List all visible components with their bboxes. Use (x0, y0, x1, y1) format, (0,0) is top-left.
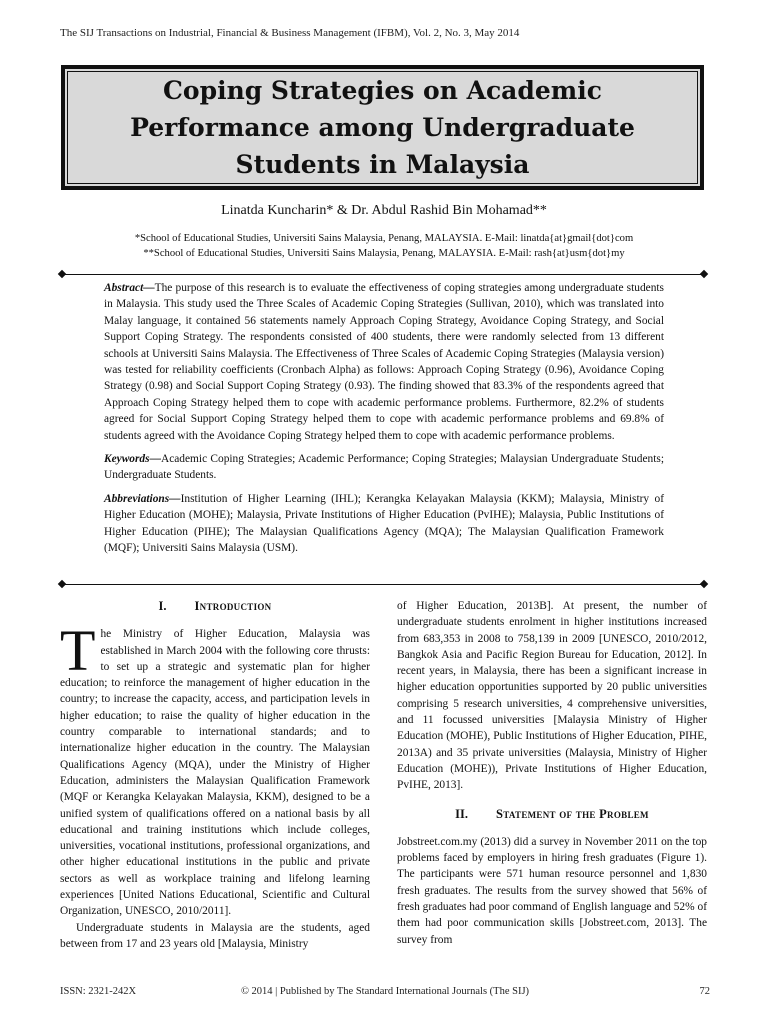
title-line-2: Performance among Undergraduate (130, 113, 635, 142)
column-right (397, 598, 707, 948)
divider-bottom (62, 584, 704, 585)
authors: Linatda Kuncharin* & Dr. Abdul Rashid Bin Mohamad** (221, 203, 547, 218)
copyright: © 2014 | Published by The Standard International Journals (The SIJ) (240, 986, 530, 997)
affiliation-2: **School of Educational Studies, Universiti Sains Malaysia, Penang, MALAYSIA. E-Mail: rash{at}usm{dot}my (143, 248, 625, 259)
section-number: I. (158, 599, 167, 613)
drop-cap: T (60, 618, 96, 684)
abbreviations (104, 491, 664, 557)
paper-title (130, 72, 635, 183)
running-head: The SIJ Transactions on Industrial, Financial & Business Management (IFBM), Vol. 2, No. 3, May 2014 (60, 27, 520, 39)
abbreviations-label: Abbreviations— (104, 492, 181, 505)
diamond-right-icon (700, 580, 708, 588)
diamond-left-icon (58, 270, 66, 278)
title-box (61, 65, 704, 190)
section-title: Introduction (194, 599, 272, 613)
abstract-text: The purpose of this research is to evaluate the effectiveness of coping strategies among undergraduate students in Malaysia. This study used the Three Scales of Academic Coping Strategies (Sullivan, 2010), which was translated into Malay language, it contained 56 statements namely Approach Coping Strategy, Avoidance Coping Strategy, and Social Support Coping Strategy. The respondents consisted of 400 students, there were randomly selected from 13 different schools at Universiti Sains Malaysia. The Effectiveness of Three Scales of Academic Coping Strategies (Malaysia version) was tested for reliability coefficients (Cronbach Alpha) as follows: Approach Coping Strategy (0.96), Avoidance Coping Strategy (0.98) and Social Support Coping Strategy (0.93). The finding showed that 83.3% of the respondents agreed that Approach Coping Strategy helped them to cope with academic performance problems. Furthermore, 82.2% of students agreed for Social Support Coping Strategy helped them to cope with academic performance problems and 69.8% of students agreed with the Avoidance Coping Strategy helped them to cope with academic performance problems. (104, 282, 664, 442)
intro-paragraph-1-text: he Ministry of Higher Education, Malaysia was established in March 2004 with the following core thrusts: to set up a strategic and systematic plan for higher education; to reinforce the management of higher education in the country; to increase the capacity, access, and participation levels in higher education; to raise the quality of higher education in the country comparable to international standards; and to internationalize higher education in the country. The Malaysian Qualifications Agency (MQA), under the Ministry of Higher Education, administers the Malaysian Qualification Framework (MQF or Kerangka Kelayakan Malaysia, KKM), designed to be a unified system of qualifications offered on a national basis by all educational and training institutions which include colleges, universities, vocational institutions, professional organizations, and other higher educational institutions in the public and private sectors as well as workplace training and lifelong learning experiences [United Nations Educational, Scientific and Cultural Organization, UNESCO, 2010/2011]. (60, 628, 370, 918)
keywords-text: Academic Coping Strategies; Academic Performance; Coping Strategies; Malaysian Undergraduate Students; Undergraduate Students. (104, 453, 664, 482)
divider-top (62, 274, 704, 275)
intro-paragraph-1 (60, 618, 370, 919)
diamond-right-icon (700, 270, 708, 278)
problem-paragraph-1: Jobstreet.com.my (2013) did a survey in November 2011 on the top problems faced by employers in hiring fresh graduates (Figure 1). The participants were 571 human resource personnel and 1,830 fresh graduates. The results from the survey showed that 56% of fresh graduates had poor command of English language and 52% of them had poor communication skills [Jobstreet.com, 2013]. The survey from (397, 835, 707, 946)
affiliation-1: *School of Educational Studies, Universiti Sains Malaysia, Penang, MALAYSIA. E-Mail: linatda{at}gmail{dot}com (134, 233, 634, 244)
title-line-1: Coping Strategies on Academic (163, 76, 602, 105)
keywords-label: Keywords— (104, 453, 161, 466)
issn: ISSN: 2321-242X (60, 986, 137, 997)
abstract-block (104, 280, 664, 564)
section-heading-problem (397, 806, 707, 822)
intro-paragraph-2-continued: of Higher Education, 2013B]. At present, the number of undergraduate students enrolment in higher institutions increased from 683,353 in 2008 to 758,139 in 2009 [UNESCO, 2010/2012, Bangkok Asia and Pacific Region Bureau for Education, 2012]. In recent years, in Malaysia, there has been a significant increase in higher education opportunities supported by 20 public universities comprising 5 research universities, 4 comprehensive universities, and 11 focussed universities [Malaysia Ministry of Higher Education (MOHE), Public Institutions of Higher Education, PIHE, 2013A) and 35 private universities (Malaysia, Ministry of Higher Education (MOHE)), Private Institutions of Higher Education, PvIHE, 2013]. (397, 600, 707, 792)
intro-paragraph-2: Undergraduate students in Malaysia are the students, aged between from 17 and 23 years old [Malaysia, Ministry (60, 921, 370, 950)
column-left (60, 598, 370, 952)
abstract-label: Abstract— (104, 282, 155, 294)
section-number: II. (455, 806, 468, 821)
page-number: 72 (699, 986, 710, 997)
title-line-3: Students in Malaysia (235, 150, 530, 179)
keywords (104, 451, 664, 484)
section-heading-introduction (60, 598, 370, 614)
abbreviations-text: Institution of Higher Learning (IHL); Kerangka Kelayakan Malaysia (KKM); Malaysia, Ministry of Higher Education (MOHE); Malaysia, Private Institutions of Higher Education (PvIHE); Malaysia, Public Institutions of Higher Education (PIHE); The Malaysian Qualifications Agency (MQA); The Malaysian Qualification Framework (MQF); Universiti Sains Malaysia (USM). (104, 492, 664, 555)
diamond-left-icon (58, 580, 66, 588)
section-title: Statement of the Problem (496, 806, 649, 821)
abstract (104, 280, 664, 444)
